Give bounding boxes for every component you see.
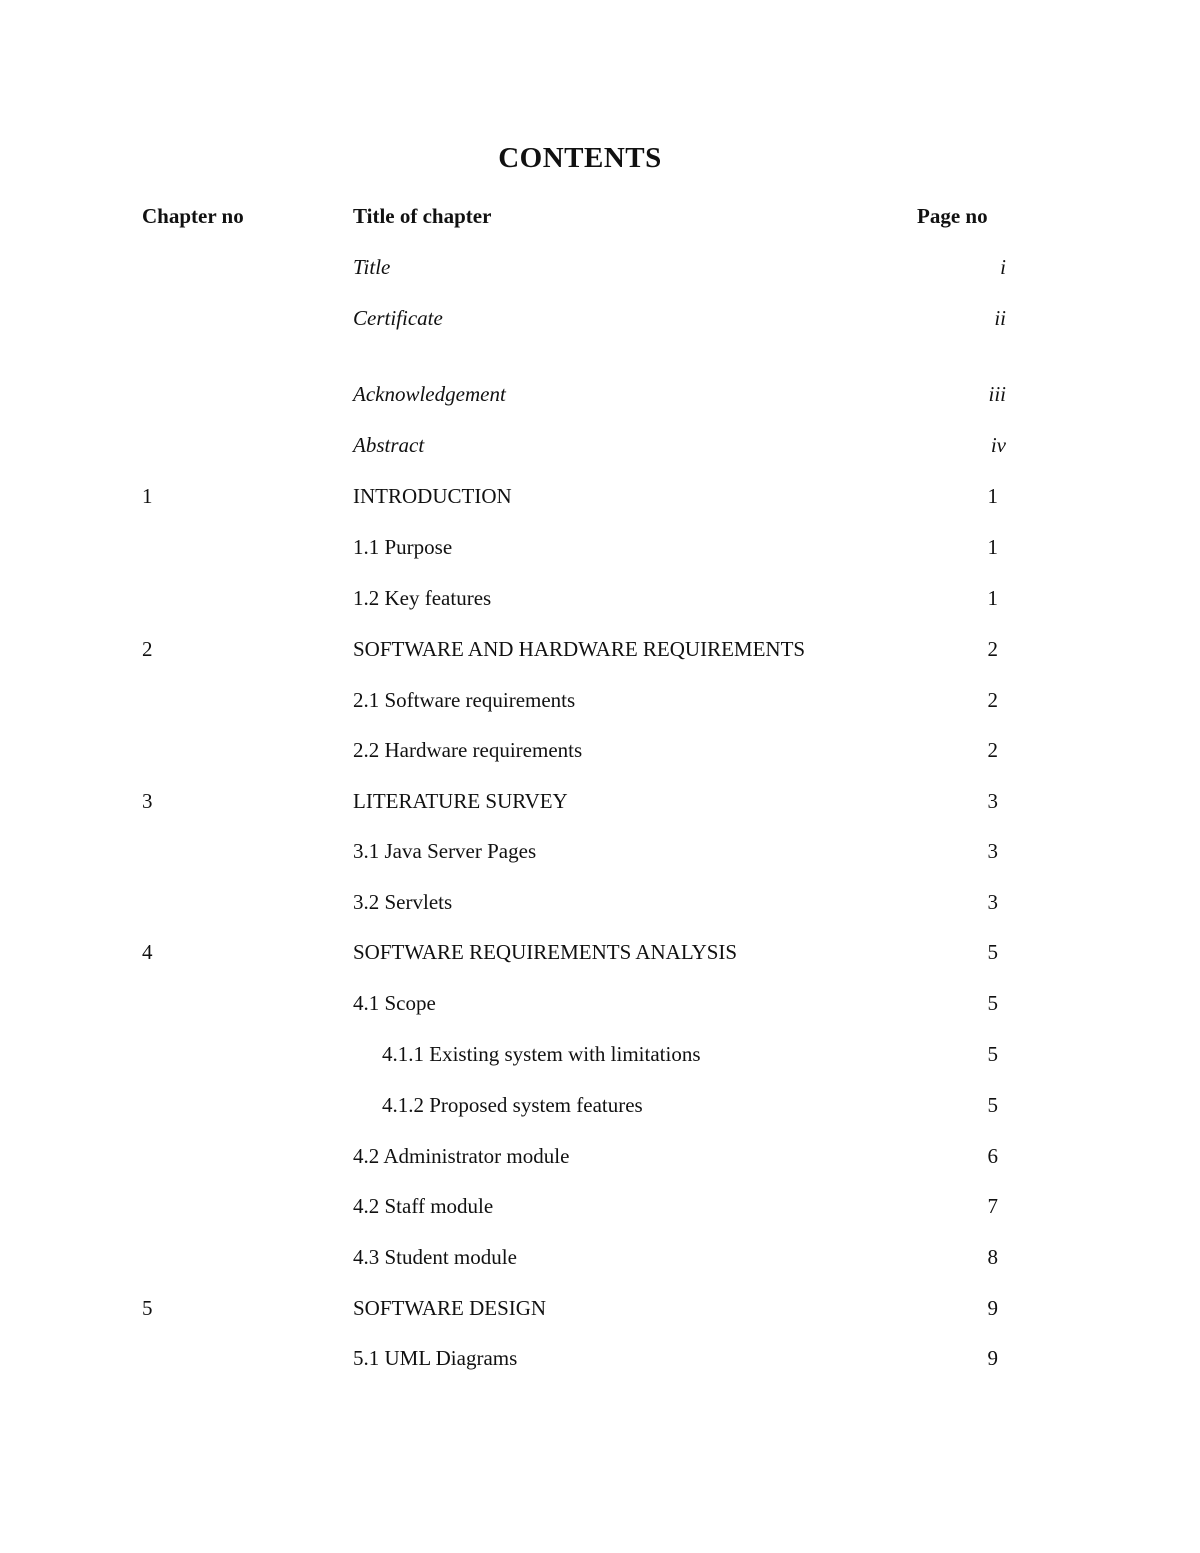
toc-page-number: 6 xyxy=(987,1144,998,1168)
toc-page-number: 3 xyxy=(987,890,998,914)
toc-chapter-number: 1 xyxy=(142,484,153,508)
toc-entry-title: LITERATURE SURVEY xyxy=(353,789,568,813)
toc-entry-title: 4.2 Administrator module xyxy=(353,1144,570,1168)
toc-entry-title: 5.1 UML Diagrams xyxy=(353,1346,518,1370)
toc-page-number: iv xyxy=(990,433,1006,457)
toc-entry-title: 3.1 Java Server Pages xyxy=(353,839,537,863)
toc-entry-title: 3.2 Servlets xyxy=(353,890,453,914)
toc-entry-title: 1.2 Key features xyxy=(353,586,492,610)
toc-row-chapter-1 xyxy=(0,484,1200,518)
toc-row-title xyxy=(0,255,1200,289)
toc-row-chapter-3 xyxy=(0,789,1200,823)
toc-entry-title: Abstract xyxy=(353,433,425,457)
toc-entry-title: SOFTWARE DESIGN xyxy=(353,1296,547,1320)
toc-chapter-number: 2 xyxy=(142,637,153,661)
toc-row-4-1-2 xyxy=(0,1093,1200,1127)
toc-page-number: ii xyxy=(994,306,1006,330)
toc-entry-title: 4.3 Student module xyxy=(353,1245,517,1269)
toc-row-chapter-5 xyxy=(0,1296,1200,1330)
toc-row-3-2 xyxy=(0,890,1200,924)
toc-entry-title: 4.2 Staff module xyxy=(353,1194,494,1218)
toc-entry-title: 4.1 Scope xyxy=(353,991,436,1015)
toc-row-4-2-staff xyxy=(0,1194,1200,1228)
toc-row-3-1 xyxy=(0,839,1200,873)
toc-page-number: 5 xyxy=(987,991,998,1015)
toc-entry-title: 2.2 Hardware requirements xyxy=(353,738,583,762)
toc-entry-title: INTRODUCTION xyxy=(353,484,512,508)
toc-page-number: 5 xyxy=(987,940,998,964)
toc-page-number: 5 xyxy=(987,1042,998,1066)
toc-page-number: 3 xyxy=(987,839,998,863)
toc-entry-title: 4.1.1 Existing system with limitations xyxy=(382,1042,701,1066)
toc-page-number: 1 xyxy=(987,535,998,559)
toc-row-4-1 xyxy=(0,991,1200,1025)
toc-row-certificate xyxy=(0,306,1200,340)
toc-entry-title: SOFTWARE REQUIREMENTS ANALYSIS xyxy=(353,940,738,964)
toc-row-2-1 xyxy=(0,688,1200,722)
column-header-title: Title of chapter xyxy=(353,204,492,228)
toc-entry-title: Title xyxy=(353,255,391,279)
toc-row-2-2 xyxy=(0,738,1200,772)
toc-chapter-number: 4 xyxy=(142,940,153,964)
toc-row-chapter-4 xyxy=(0,940,1200,974)
toc-page-number: 2 xyxy=(987,637,998,661)
toc-page-number: 2 xyxy=(987,738,998,762)
toc-page-number: 2 xyxy=(987,688,998,712)
toc-row-1-1 xyxy=(0,535,1200,569)
toc-page-number: i xyxy=(1000,255,1006,279)
toc-entry-title: 4.1.2 Proposed system features xyxy=(382,1093,643,1117)
toc-row-4-3 xyxy=(0,1245,1200,1279)
toc-page-number: 7 xyxy=(987,1194,998,1218)
toc-page-number: 3 xyxy=(987,789,998,813)
toc-row-1-2 xyxy=(0,586,1200,620)
toc-row-4-2-admin xyxy=(0,1144,1200,1178)
toc-row-5-1 xyxy=(0,1346,1200,1380)
toc-entry-title: Acknowledgement xyxy=(353,382,506,406)
toc-page-number: 5 xyxy=(987,1093,998,1117)
toc-row-acknowledgement xyxy=(0,382,1200,416)
page-title: CONTENTS xyxy=(498,142,662,174)
column-header-page: Page no xyxy=(917,204,988,228)
toc-page-number: iii xyxy=(988,382,1006,406)
toc-page-number: 1 xyxy=(987,484,998,508)
toc-row-4-1-1 xyxy=(0,1042,1200,1076)
toc-row-abstract xyxy=(0,433,1200,467)
column-header-chapter: Chapter no xyxy=(142,204,244,228)
toc-entry-title: Certificate xyxy=(353,306,443,330)
toc-row-chapter-2 xyxy=(0,637,1200,671)
toc-page-number: 9 xyxy=(987,1346,998,1370)
toc-chapter-number: 3 xyxy=(142,789,153,813)
toc-entry-title: 1.1 Purpose xyxy=(353,535,453,559)
toc-entry-title: 2.1 Software requirements xyxy=(353,688,576,712)
toc-page-number: 8 xyxy=(987,1245,998,1269)
toc-entry-title: SOFTWARE AND HARDWARE REQUIREMENTS xyxy=(353,637,806,661)
toc-page-number: 9 xyxy=(987,1296,998,1320)
toc-chapter-number: 5 xyxy=(142,1296,153,1320)
toc-page-number: 1 xyxy=(987,586,998,610)
